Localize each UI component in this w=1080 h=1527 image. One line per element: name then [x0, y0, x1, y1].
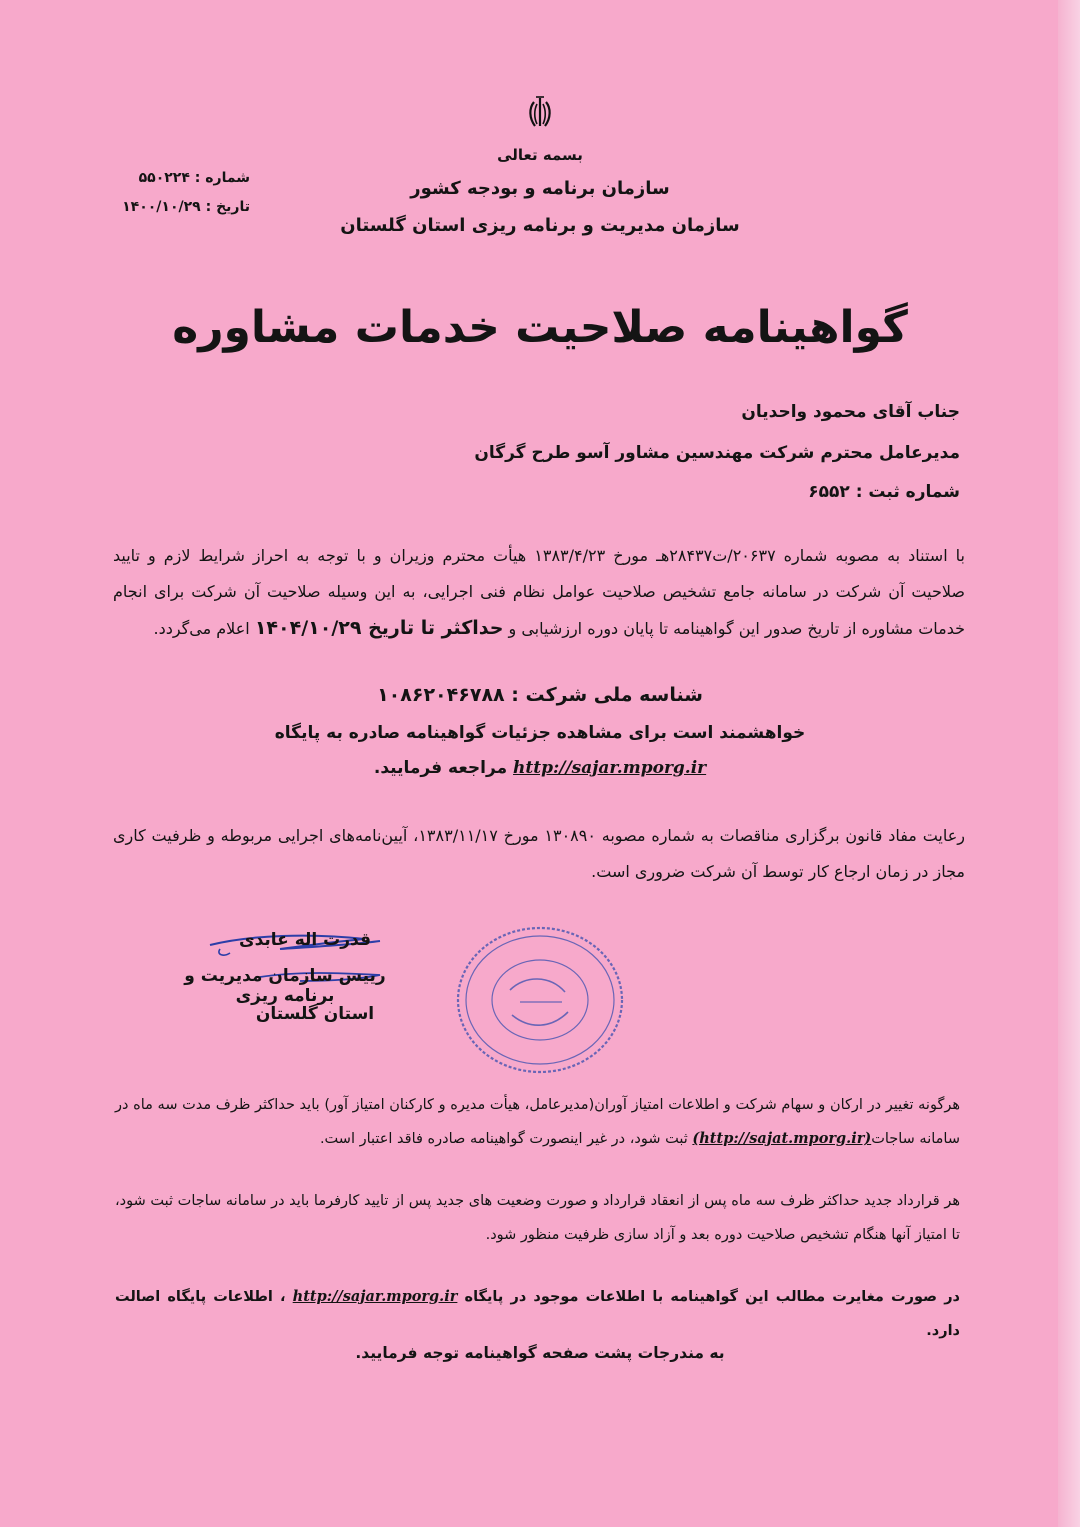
org-name-national: سازمان برنامه و بودجه کشور [410, 178, 670, 199]
verification-request: خواهشمند است برای مشاهده جزئیات گواهینامه صادره به پایگاه [274, 723, 806, 743]
verification-link-line [180, 758, 900, 778]
letter-number: شماره : ۵۵۰۲۲۴ [138, 170, 250, 186]
national-id: شناسه ملی شرکت : ۱۰۸۶۲۰۴۶۷۸۸ [377, 684, 703, 706]
org-name-provincial: سازمان مدیریت و برنامه ریزی استان گلستان [340, 215, 740, 236]
registration-number: شماره ثبت : ۶۵۵۲ [808, 482, 960, 502]
main-paragraph-end: اعلام می‌گردد. [153, 619, 255, 638]
letter-date: تاریخ : ۱۴۰۰/۱۰/۲۹ [122, 199, 250, 215]
paper-edge [1058, 0, 1080, 1527]
validity-deadline: حداکثر تا تاریخ ۱۴۰۴/۱۰/۲۹ [254, 617, 504, 639]
official-seal [450, 920, 630, 1080]
sajar-link-footer[interactable]: http://sajar.mporg.ir [292, 1288, 458, 1305]
recipient-position: مدیرعامل محترم شرکت مهندسین مشاور آسو طرح گرگان [474, 443, 960, 463]
main-paragraph-text: با استناد به مصوبه شماره ۲۰۶۳۷/ت۲۸۴۳۷هـ مورخ ۱۳۸۳/۴/۲۳ هیأت محترم وزیران و با توجه به احراز شرایط لازم و تایید صلاحیت آن شرکت در سامانه جامع تشخیص صلاحیت عوامل نظام فنی اجرایی، به این وسیله صلاحیت آن شرکت برای انجام خدمات مشاوره از تاریخ صدور این گواهینامه تا پایان دوره ارزشیابی و [113, 546, 966, 638]
certificate-title: گواهینامه صلاحیت خدمات مشاوره [172, 302, 908, 353]
note-changes-end: ثبت شود، در غیر اینصورت گواهینامه صادره فاقد اعتبار است. [319, 1131, 693, 1147]
iran-emblem-icon [525, 96, 555, 132]
sajar-link[interactable]: http://sajar.mporg.ir [513, 758, 707, 778]
recipient-name: جناب آقای محمود واحدیان [741, 402, 960, 422]
sajat-link[interactable]: (http://sajat.mporg.ir) [692, 1130, 872, 1147]
signatory-province: استان گلستان [255, 1004, 375, 1024]
signatory-title: رییس سازمان مدیریت و برنامه ریزی [184, 966, 386, 1006]
note-back-page: به مندرجات پشت صفحه گواهینامه توجه فرمایید. [355, 1344, 725, 1362]
basmala: بسمه تعالی [497, 146, 583, 164]
note-contracts: هر قرارداد جدید حداکثر ظرف سه ماه پس از انعقاد قرارداد و صورت وضعیت های جدید پس از تایید کارفرما باید در سامانه ساجات ثبت شود، تا امتیاز آنها هنگام تشخیص صلاحیت دوره بعد و آزاد سازی ظرفیت منظور شود. [115, 1193, 960, 1243]
main-paragraph [113, 538, 965, 647]
note-changes-text: هرگونه تغییر در ارکان و سهام شرکت و اطلاعات امتیاز آوران(مدیرعامل، هیأت مدیره و کارکنان امتیاز آور) باید حداکثر ظرف مدت سه ماه در سامانه ساجات [115, 1097, 960, 1147]
note-changes [115, 1088, 960, 1156]
note-discrepancy-text: در صورت مغایرت مطالب این گواهینامه با اطلاعات موجود در پایگاه [457, 1289, 960, 1305]
tender-law-paragraph: رعایت مفاد قانون برگزاری مناقصات به شماره مصوبه ۱۳۰۸۹۰ مورخ ۱۳۸۳/۱۱/۱۷، آیین‌نامه‌های اجرایی مربوطه و ظرفیت کاری مجاز در زمان ارجاع کار توسط آن شرکت ضروری است. [113, 826, 966, 881]
signatory-name: قدرت اله عابدی [239, 930, 371, 950]
refer-text: مراجعه فرمایید. [373, 758, 514, 778]
note-discrepancy-end: ، اطلاعات پایگاه اصالت دارد. [115, 1289, 960, 1339]
